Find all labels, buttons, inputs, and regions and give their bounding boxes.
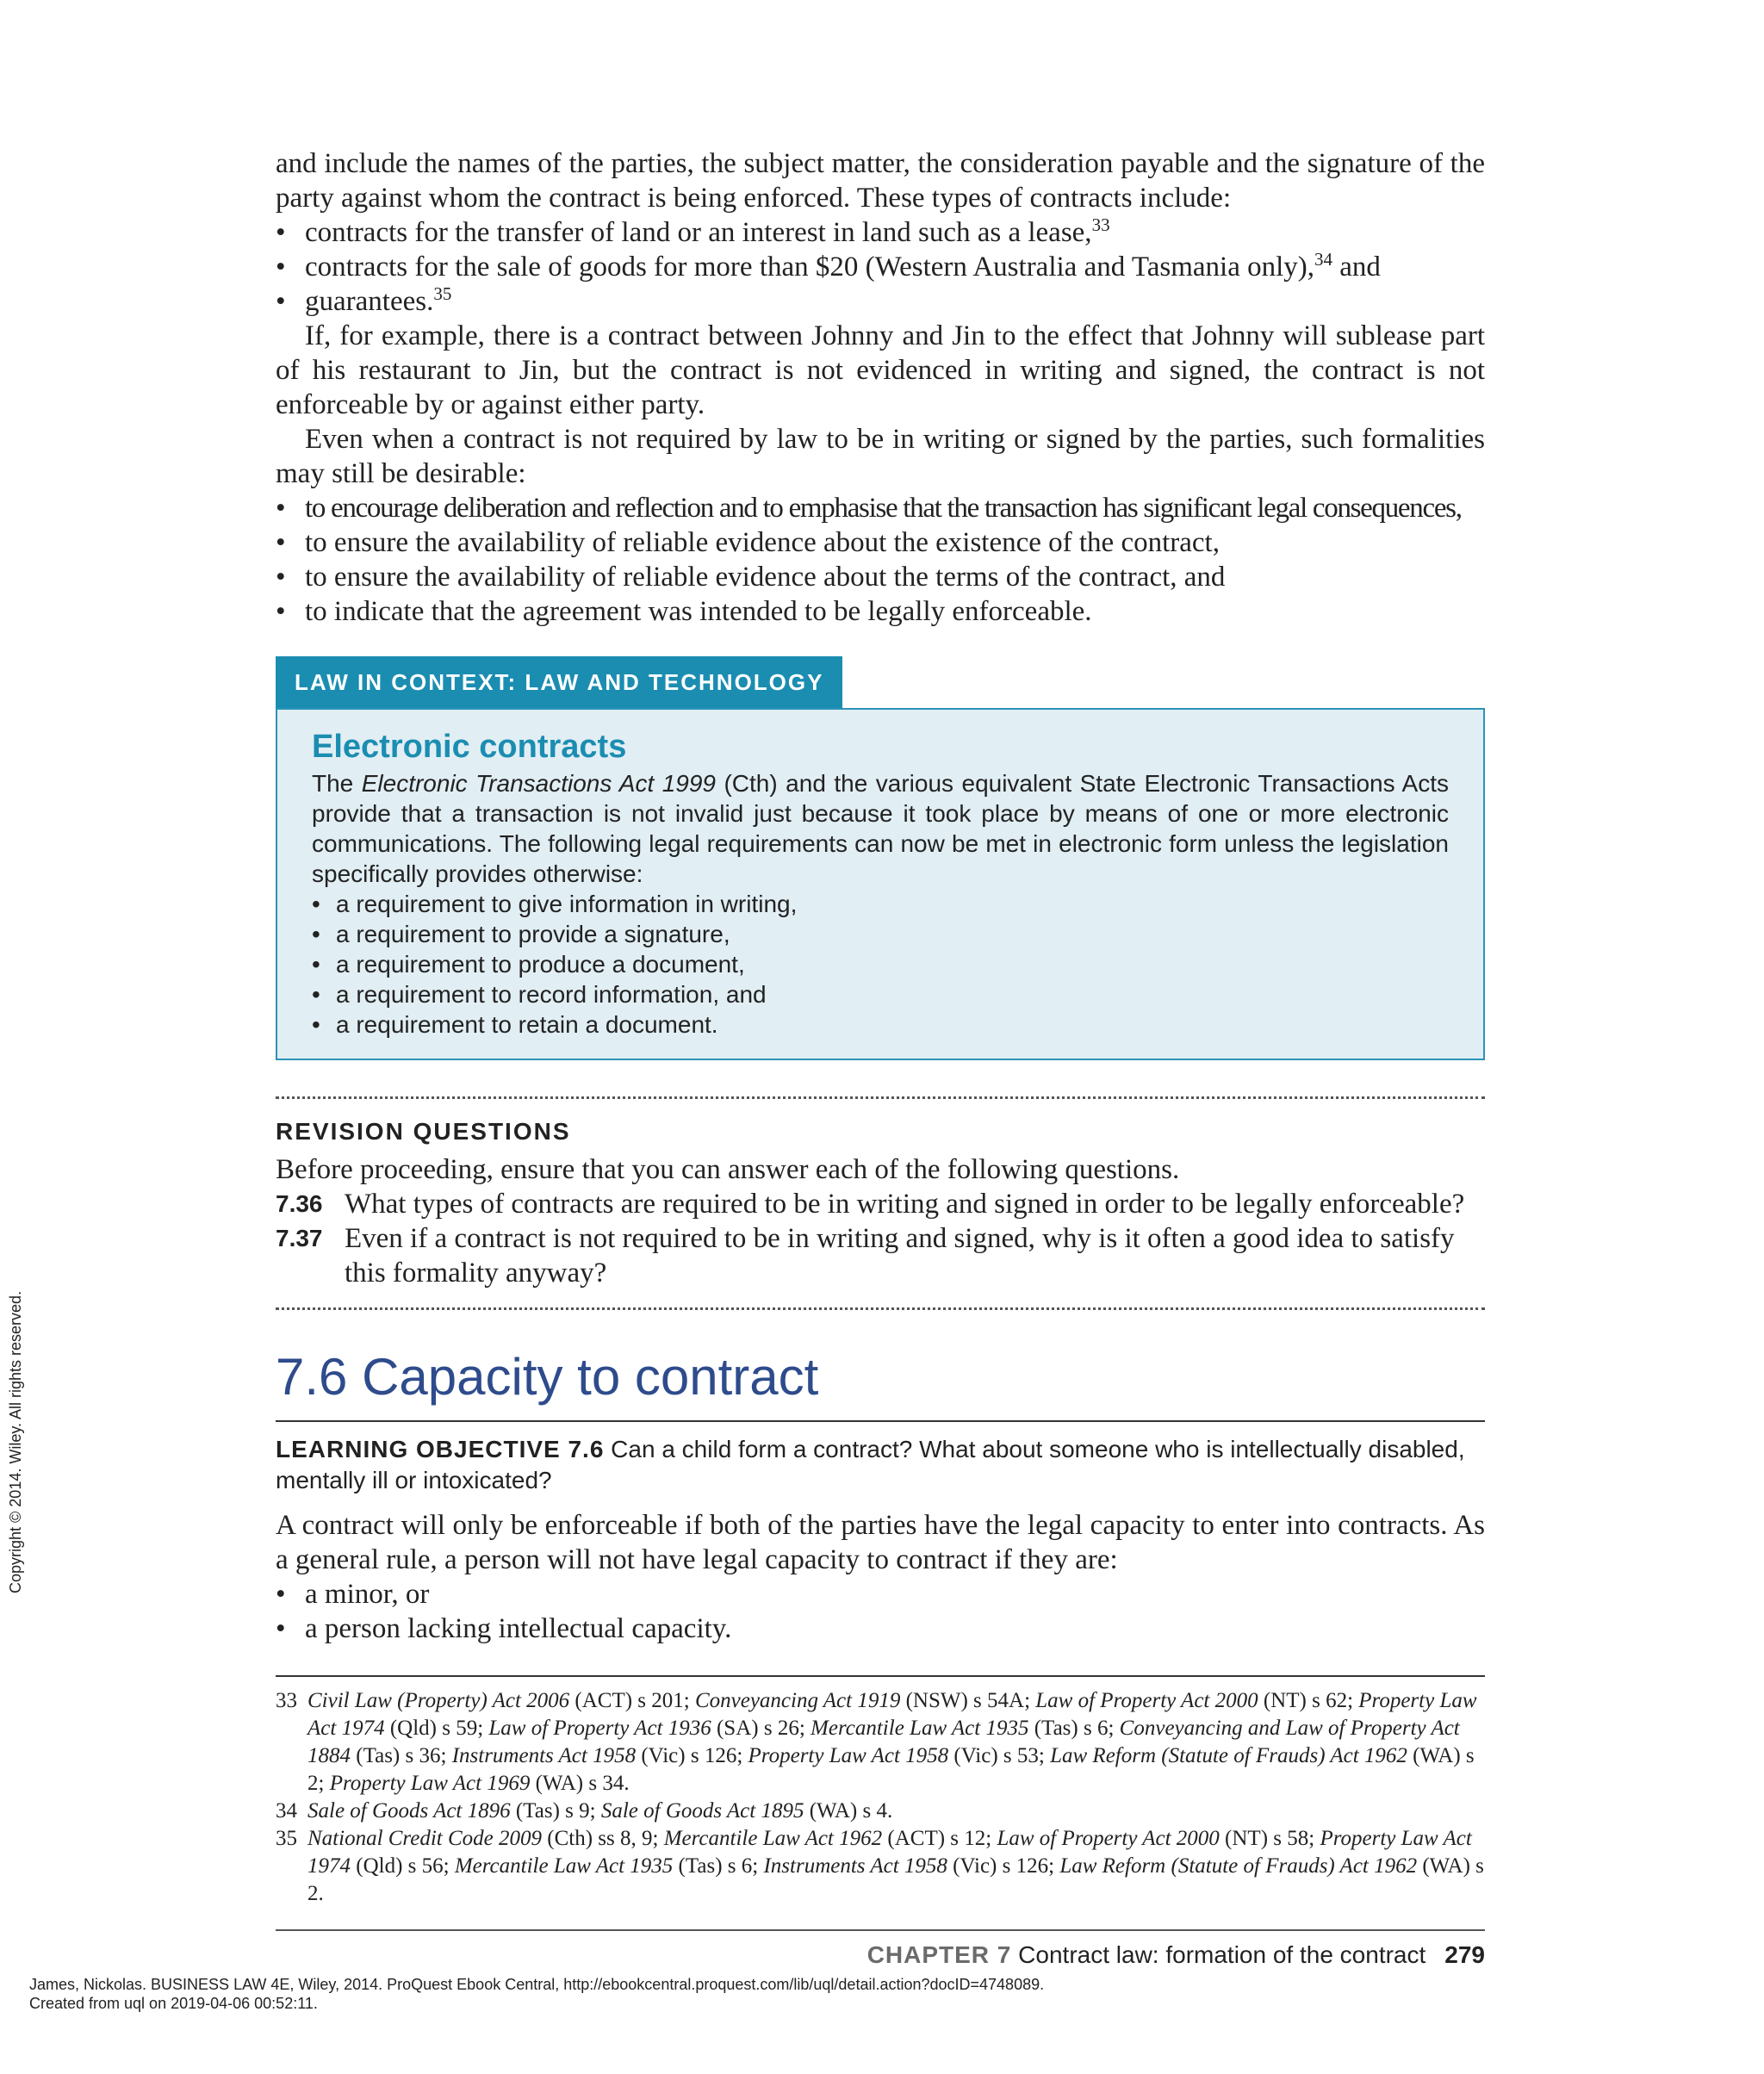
bullet: • bbox=[276, 217, 286, 248]
source-citation: James, Nickolas. BUSINESS LAW 4E, Wiley, 2014. ProQuest Ebook Central, http://ebookcentral.proquest.com/lib/uql/detail.action?docID=4748089. bbox=[29, 1976, 1045, 1993]
context-box-body bbox=[312, 768, 1449, 1040]
revision-question bbox=[276, 1187, 1485, 1221]
statute-name: Mercantile Law Act 1962 bbox=[663, 1827, 883, 1850]
footnote-number: 33 bbox=[276, 1689, 297, 1712]
question-text: Even if a contract is not required to be in writing and signed, why is it often a good idea to satisfy this formality anyway? bbox=[345, 1223, 1455, 1288]
footer-rule bbox=[276, 1929, 1485, 1931]
revision-heading: REVISION QUESTIONS bbox=[276, 1118, 571, 1145]
footnote-ref[interactable]: 35 bbox=[433, 283, 452, 304]
list-item: • contracts for the transfer of land or an interest in land such as a lease,$^{33}$ bbox=[276, 214, 1110, 248]
statute-name: Sale of Goods Act 1895 bbox=[600, 1799, 804, 1823]
footnote-rule bbox=[276, 1675, 1485, 1677]
revision-question bbox=[276, 1221, 1485, 1290]
formalities-list bbox=[276, 491, 1485, 629]
list-item: • to indicate that the agreement was intended to be legally enforceable. bbox=[276, 596, 1092, 627]
list-item: • to ensure the availability of reliable evidence about the terms of the contract, and bbox=[276, 562, 1226, 593]
footnote-text: Civil Law (Property) Act 2006 (ACT) s 201; Conveyancing Act 1919 (NSW) s 54A; Law of Property Act 2000 (NT) s 62; Property Law Act 1974 (Qld) s 59; Law of Property Act 1936 (SA) s 26; Mercantile Law Act 1935 (Tas) s 6; Conveyancing and Law of Property Act 1884 (Tas) s 36; Instruments Act 1958 (Vic) s 126; Property Law Act 1958 (Vic) s 53; Law Reform (Statute of Frauds) Act 1962 (WA) s 2; Property Law Act 1969 (WA) s 34. bbox=[307, 1689, 1477, 1795]
created-stamp: Created from uql on 2019-04-06 00:52:11. bbox=[29, 1995, 318, 2012]
list-item: • to encourage deliberation and reflection and to emphasise that the transaction has significant legal consequences, bbox=[276, 493, 1462, 524]
running-footer bbox=[867, 1941, 1485, 1969]
requirements-list bbox=[312, 889, 1449, 1040]
chapter-label: CHAPTER 7 bbox=[866, 1941, 1012, 1968]
example-paragraph: If, for example, there is a contract between Johnny and Jin to the effect that Johnny will sublease part of his restaurant to Jin, but the contract is not evidenced in writing and signed, the contract is not enforceable by or against either party. bbox=[276, 320, 1485, 420]
footnote-ref[interactable]: 33 bbox=[1091, 214, 1110, 235]
footnote-34 bbox=[276, 1798, 1485, 1825]
list-item: • a requirement to retain a document. bbox=[312, 1011, 718, 1038]
statute-name: Law of Property Act 2000 bbox=[1035, 1689, 1258, 1712]
page-number: 279 bbox=[1444, 1941, 1485, 1968]
context-box-title: Electronic contracts bbox=[312, 729, 627, 765]
revision-section bbox=[276, 1152, 1485, 1290]
revision-intro: Before proceeding, ensure that you can answer each of the following questions. bbox=[276, 1154, 1180, 1185]
statute-name: National Credit Code 2009 bbox=[307, 1827, 542, 1850]
act-name: Electronic Transactions Act 1999 bbox=[361, 770, 717, 797]
statute-name: Instruments Act 1958 bbox=[763, 1854, 947, 1878]
learning-objective: LEARNING OBJECTIVE 7.6 Can a child form a contract? What about someone who is intellectually disabled, mentally ill or intoxicated? bbox=[276, 1436, 1465, 1493]
statute-name: Mercantile Law Act 1935 bbox=[454, 1854, 674, 1878]
statute-name: Instruments Act 1958 bbox=[451, 1744, 637, 1767]
statute-name: Sale of Goods Act 1896 bbox=[307, 1799, 511, 1823]
revision-bottom-divider bbox=[276, 1307, 1485, 1310]
statute-name: Law Reform (Statute of Frauds) Act 1962 bbox=[1050, 1744, 1407, 1767]
bullet: • bbox=[276, 286, 286, 317]
list-item: • a requirement to record information, and bbox=[312, 981, 767, 1008]
list-item: • to ensure the availability of reliable evidence about the existence of the contract, bbox=[276, 527, 1220, 558]
footnote-35 bbox=[276, 1825, 1485, 1908]
list-item: • guarantees.$^{35}$ bbox=[276, 283, 452, 317]
statute-name: Property Law Act 1974 bbox=[307, 1689, 1477, 1740]
footnote-number: 34 bbox=[276, 1799, 297, 1823]
statute-name: Law of Property Act 1936 bbox=[488, 1717, 711, 1740]
list-item: • a person lacking intellectual capacity. bbox=[276, 1613, 732, 1644]
statute-name: Property Law Act 1969 bbox=[329, 1772, 531, 1795]
capacity-list bbox=[276, 1577, 1485, 1646]
capacity-paragraph: A contract will only be enforceable if both of the parties have the legal capacity to enter into contracts. As a general rule, a person will not have legal capacity to contract if they are: bbox=[276, 1510, 1485, 1575]
intro-paragraph: and include the names of the parties, the subject matter, the consideration payable and the signature of the party against whom the contract is being enforced. These types of contracts include: bbox=[276, 148, 1485, 214]
formal-contracts-list bbox=[276, 215, 1485, 319]
formalities-paragraph: Even when a contract is not required by law to be in writing or signed by the parties, such formalities may still be desirable: bbox=[276, 424, 1485, 489]
law-in-context-box bbox=[276, 708, 1485, 1060]
question-number: 7.37 bbox=[276, 1225, 323, 1251]
revision-top-divider bbox=[276, 1096, 1485, 1099]
statute-name: Mercantile Law Act 1935 bbox=[811, 1717, 1029, 1740]
list-item: • a requirement to produce a document, bbox=[312, 951, 745, 978]
footnote-text: Sale of Goods Act 1896 (Tas) s 9; Sale of Goods Act 1895 (WA) s 4. bbox=[307, 1799, 893, 1823]
page-content bbox=[276, 146, 1485, 1908]
law-in-context-tab: LAW IN CONTEXT: LAW AND TECHNOLOGY bbox=[276, 656, 842, 708]
bullet: • bbox=[276, 251, 286, 283]
statute-name: Law of Property Act 2000 bbox=[997, 1827, 1220, 1850]
question-text: What types of contracts are required to be in writing and signed in order to be legally enforceable? bbox=[345, 1189, 1465, 1220]
intro-section bbox=[276, 146, 1485, 629]
capacity-section bbox=[276, 1508, 1485, 1646]
context-box-paragraph: The Electronic Transactions Act 1999 (Cth) and the various equivalent State Electronic Transactions Acts provide that a transaction is not invalid just because it took place by means of one or more electronic communications. The following legal requirements can now be met in electronic form unless the legislation specifically provides otherwise: bbox=[312, 770, 1450, 887]
statute-name: Conveyancing Act 1919 bbox=[694, 1689, 901, 1712]
statute-name: Property Law Act 1974 bbox=[307, 1827, 1472, 1878]
footnote-ref[interactable]: 34 bbox=[1314, 249, 1332, 270]
statute-name: Property Law Act 1958 bbox=[748, 1744, 949, 1767]
list-item: • contracts for the sale of goods for more than $20 (Western Australia and Tasmania only),$^{34}$ and bbox=[276, 249, 1381, 283]
copyright-notice: Copyright © 2014. Wiley. All rights reserved. bbox=[7, 1290, 24, 1593]
footnote-number: 35 bbox=[276, 1827, 297, 1850]
section-rule bbox=[276, 1420, 1485, 1422]
footnote-text: National Credit Code 2009 (Cth) ss 8, 9; Mercantile Law Act 1962 (ACT) s 12; Law of Property Act 2000 (NT) s 58; Property Law Act 1974 (Qld) s 56; Mercantile Law Act 1935 (Tas) s 6; Instruments Act 1958 (Vic) s 126; Law Reform (Statute of Frauds) Act 1962 (WA) s 2. bbox=[307, 1827, 1484, 1905]
learning-objective-label: LEARNING OBJECTIVE 7.6 bbox=[276, 1436, 605, 1462]
footnote-33 bbox=[276, 1687, 1485, 1798]
list-item: • a requirement to give information in writing, bbox=[312, 891, 798, 917]
footnotes bbox=[276, 1687, 1485, 1908]
list-item: • a requirement to provide a signature, bbox=[312, 921, 730, 947]
statute-name: Conveyancing and Law of Property Act 1884 bbox=[307, 1717, 1460, 1767]
statute-name: Law Reform (Statute of Frauds) Act 1962 bbox=[1059, 1854, 1418, 1878]
statute-name: Civil Law (Property) Act 2006 bbox=[307, 1689, 570, 1712]
question-number: 7.36 bbox=[276, 1190, 323, 1217]
chapter-title: Contract law: formation of the contract bbox=[1018, 1941, 1426, 1968]
section-title: 7.6 Capacity to contract bbox=[276, 1348, 819, 1406]
list-item: • a minor, or bbox=[276, 1579, 430, 1610]
